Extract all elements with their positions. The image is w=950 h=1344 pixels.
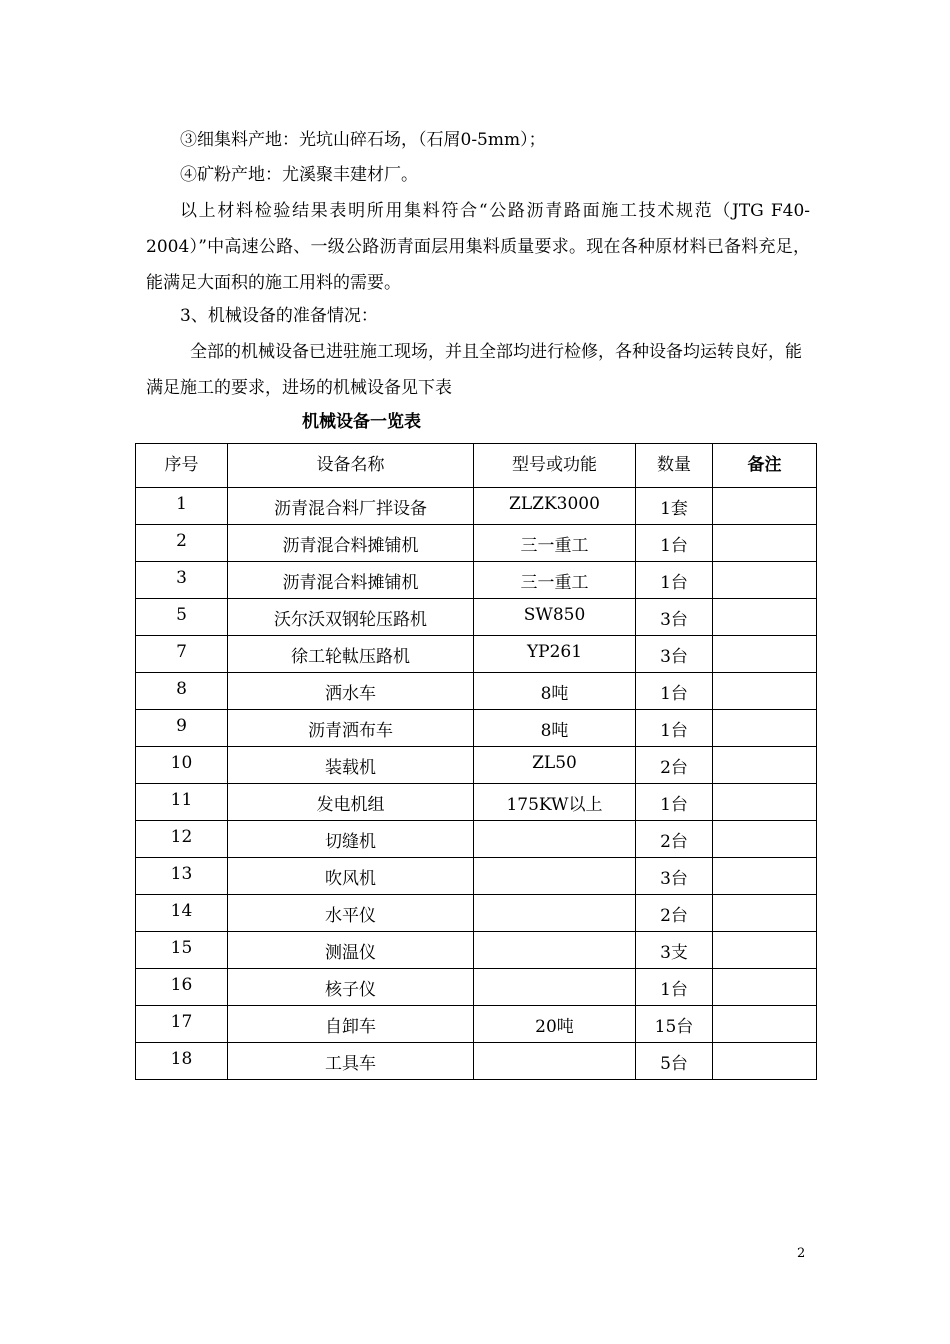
cell-remarks <box>713 821 817 858</box>
cell-model-function <box>474 932 636 969</box>
cell-remarks <box>713 747 817 784</box>
cell-equipment-name: 切缝机 <box>228 821 474 858</box>
cell-quantity: 3台 <box>636 636 713 673</box>
cell-serial-number: 15 <box>136 932 228 969</box>
header-equipment-name: 设备名称 <box>228 444 474 488</box>
table-row <box>136 821 817 858</box>
table-row <box>136 969 817 1006</box>
cell-quantity: 1套 <box>636 488 713 525</box>
cell-model-function <box>474 969 636 1006</box>
cell-quantity: 5台 <box>636 1043 713 1080</box>
cell-model-function: YP261 <box>474 636 636 673</box>
cell-quantity: 1台 <box>636 969 713 1006</box>
cell-serial-number: 9 <box>136 710 228 747</box>
cell-serial-number: 16 <box>136 969 228 1006</box>
cell-quantity: 2台 <box>636 747 713 784</box>
cell-quantity: 1台 <box>636 525 713 562</box>
cell-model-function <box>474 858 636 895</box>
cell-equipment-name: 沥青混合料摊铺机 <box>228 525 474 562</box>
cell-remarks <box>713 488 817 525</box>
table-row <box>136 525 817 562</box>
cell-remarks <box>713 932 817 969</box>
cell-quantity: 3支 <box>636 932 713 969</box>
header-serial-number: 序号 <box>136 444 228 488</box>
cell-model-function: SW850 <box>474 599 636 636</box>
table-row <box>136 562 817 599</box>
cell-quantity: 3台 <box>636 599 713 636</box>
table-row <box>136 1006 817 1043</box>
table-body <box>136 488 817 1080</box>
table-title: 机械设备一览表 <box>302 412 421 432</box>
table-header-row <box>136 444 817 488</box>
section-heading-equipment-preparation: 3、机械设备的准备情况： <box>180 306 378 326</box>
cell-quantity: 1台 <box>636 784 713 821</box>
paragraph-material-test-result: 以上材料检验结果表明所用集料符合“公路沥青路面施工技术规范（JTG F40-2004）”中高速公路、一级公路沥青面层用集料质量要求。现在各种原材料已备料充足，能满足大面积的施工用料的需要。 <box>146 201 810 293</box>
cell-model-function: 20吨 <box>474 1006 636 1043</box>
cell-equipment-name: 发电机组 <box>228 784 474 821</box>
table-row <box>136 932 817 969</box>
table-row <box>136 858 817 895</box>
table-row <box>136 747 817 784</box>
cell-equipment-name: 沥青洒布车 <box>228 710 474 747</box>
cell-model-function: 175KW以上 <box>474 784 636 821</box>
paragraph-equipment-status: 全部的机械设备已进驻施工现场，并且全部均进行检修，各种设备均运转良好，能满足施工的要求，进场的机械设备见下表 <box>146 342 802 398</box>
cell-model-function <box>474 821 636 858</box>
cell-serial-number: 8 <box>136 673 228 710</box>
cell-quantity: 2台 <box>636 895 713 932</box>
cell-remarks <box>713 784 817 821</box>
cell-serial-number: 17 <box>136 1006 228 1043</box>
cell-equipment-name: 工具车 <box>228 1043 474 1080</box>
cell-quantity: 15台 <box>636 1006 713 1043</box>
table-row <box>136 673 817 710</box>
table-row <box>136 599 817 636</box>
cell-serial-number: 5 <box>136 599 228 636</box>
cell-model-function: 三一重工 <box>474 562 636 599</box>
cell-serial-number: 7 <box>136 636 228 673</box>
cell-remarks <box>713 710 817 747</box>
cell-remarks <box>713 969 817 1006</box>
cell-quantity: 3台 <box>636 858 713 895</box>
cell-quantity: 1台 <box>636 673 713 710</box>
cell-remarks <box>713 1006 817 1043</box>
cell-equipment-name: 徐工轮軚压路机 <box>228 636 474 673</box>
header-model-function: 型号或功能 <box>474 444 636 488</box>
cell-model-function: 三一重工 <box>474 525 636 562</box>
cell-quantity: 1台 <box>636 710 713 747</box>
cell-remarks <box>713 636 817 673</box>
cell-model-function: ZL50 <box>474 747 636 784</box>
cell-quantity: 2台 <box>636 821 713 858</box>
cell-quantity: 1台 <box>636 562 713 599</box>
cell-equipment-name: 沥青混合料摊铺机 <box>228 562 474 599</box>
table-row <box>136 895 817 932</box>
header-remarks: 备注 <box>713 444 817 488</box>
cell-equipment-name: 测温仪 <box>228 932 474 969</box>
header-quantity: 数量 <box>636 444 713 488</box>
cell-serial-number: 13 <box>136 858 228 895</box>
cell-equipment-name: 自卸车 <box>228 1006 474 1043</box>
cell-remarks <box>713 895 817 932</box>
cell-equipment-name: 核子仪 <box>228 969 474 1006</box>
cell-equipment-name: 吹风机 <box>228 858 474 895</box>
cell-remarks <box>713 858 817 895</box>
cell-serial-number: 12 <box>136 821 228 858</box>
cell-serial-number: 11 <box>136 784 228 821</box>
cell-serial-number: 14 <box>136 895 228 932</box>
cell-model-function <box>474 1043 636 1080</box>
cell-equipment-name: 洒水车 <box>228 673 474 710</box>
cell-model-function: 8吨 <box>474 710 636 747</box>
table-row <box>136 488 817 525</box>
cell-equipment-name: 沥青混合料厂拌设备 <box>228 488 474 525</box>
cell-model-function <box>474 895 636 932</box>
cell-serial-number: 18 <box>136 1043 228 1080</box>
cell-serial-number: 1 <box>136 488 228 525</box>
cell-remarks <box>713 562 817 599</box>
cell-serial-number: 2 <box>136 525 228 562</box>
cell-model-function: 8吨 <box>474 673 636 710</box>
cell-remarks <box>713 1043 817 1080</box>
cell-equipment-name: 装载机 <box>228 747 474 784</box>
page-number: 2 <box>797 1246 806 1261</box>
table-row <box>136 784 817 821</box>
cell-remarks <box>713 673 817 710</box>
paragraph-fine-aggregate-source: ③细集料产地：光坑山碎石场，（石屑0-5mm）； <box>180 130 546 150</box>
table-row <box>136 710 817 747</box>
cell-serial-number: 10 <box>136 747 228 784</box>
table-row <box>136 1043 817 1080</box>
paragraph-mineral-powder-source: ④矿粉产地：尤溪聚丰建材厂。 <box>180 165 418 185</box>
cell-remarks <box>713 525 817 562</box>
cell-remarks <box>713 599 817 636</box>
cell-serial-number: 3 <box>136 562 228 599</box>
table-row <box>136 636 817 673</box>
cell-equipment-name: 水平仪 <box>228 895 474 932</box>
cell-model-function: ZLZK3000 <box>474 488 636 525</box>
equipment-table <box>135 443 817 1080</box>
cell-equipment-name: 沃尔沃双钢轮压路机 <box>228 599 474 636</box>
